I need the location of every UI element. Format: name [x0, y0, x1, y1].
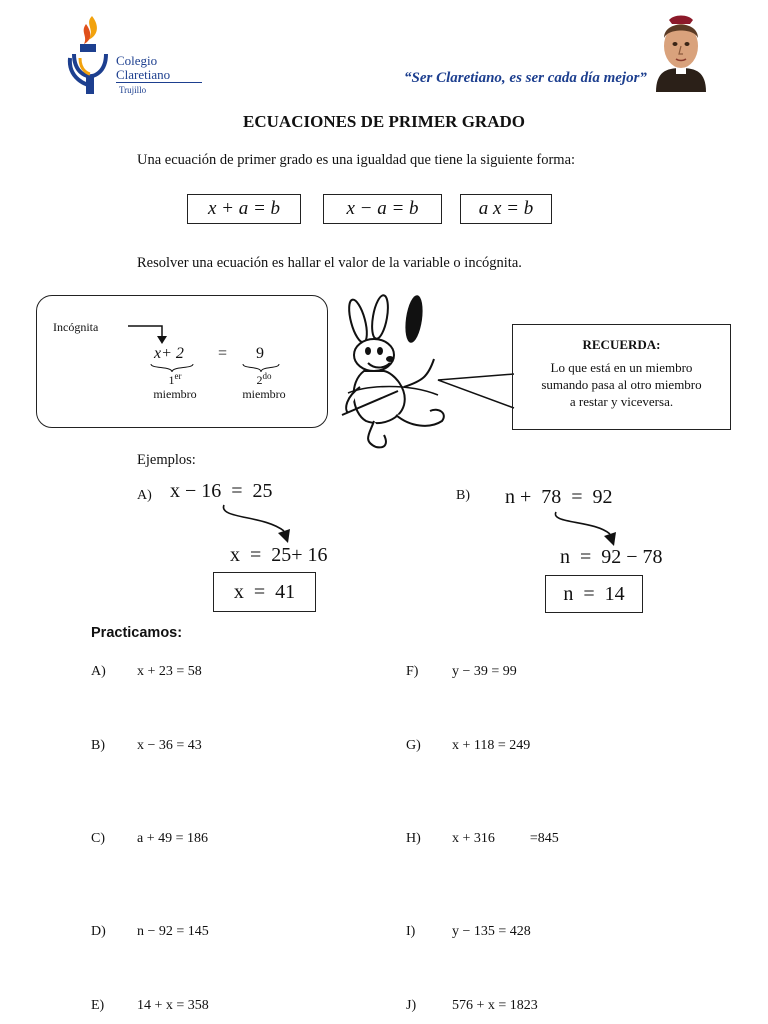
practice-g-equation: x + 118 = 249 [452, 738, 531, 753]
practice-b-label: B) [91, 738, 105, 753]
unknown-label: Incógnita [53, 320, 99, 334]
reminder-title: RECUERDA: [582, 337, 661, 352]
school-motto: “Ser Claretiano, es ser cada día mejor” [404, 70, 647, 86]
saint-portrait [652, 12, 710, 92]
logo-underline [116, 82, 202, 83]
practice-f-label: F) [406, 664, 419, 679]
practice-h-equation: x + 316 =845 [452, 831, 559, 846]
form-box-3: a x = b [460, 194, 552, 224]
second-member-word: miembro [242, 387, 286, 401]
example-a-equation: x − 16 = 25 [170, 480, 273, 502]
practice-a-equation: x + 23 = 58 [137, 664, 202, 679]
example-b-arrow [550, 510, 626, 550]
example-b-step: n = 92 − 78 [560, 546, 663, 568]
unknown-arrow [126, 322, 172, 346]
practice-f-equation: y − 39 = 99 [452, 664, 517, 679]
example-b-label: B) [456, 488, 470, 503]
school-logo [66, 14, 206, 96]
first-member-sup: er [174, 371, 182, 381]
practice-i-equation: y − 135 = 428 [452, 924, 531, 939]
intro-text: Una ecuación de primer grado es una igualdad que tiene la siguiente forma: [137, 152, 576, 168]
practice-g-label: G) [406, 738, 421, 753]
torch-icon [66, 14, 110, 96]
practice-a-label: A) [91, 664, 106, 679]
practice-d-label: D) [91, 924, 106, 939]
practice-d-equation: n − 92 = 145 [137, 924, 209, 939]
right-expression: 9 [256, 345, 264, 362]
first-member-ordinal: 1 [168, 373, 175, 387]
school-name-line3: Trujillo [119, 85, 147, 95]
example-a-answer-box [213, 572, 316, 612]
practice-c-equation: a + 49 = 186 [137, 831, 209, 846]
second-member-label [234, 369, 294, 401]
school-name-line2: Claretiano [116, 67, 171, 82]
equals-sign: = [218, 345, 228, 362]
example-a-step: x = 25+ 16 [230, 544, 328, 566]
example-b-answer: n = 14 [563, 582, 625, 605]
form-box-2: x − a = b [323, 194, 442, 224]
page-title: ECUACIONES DE PRIMER GRADO [243, 112, 525, 131]
practice-j-equation: 576 + x = 1823 [452, 998, 538, 1013]
solve-text: Resolver una ecuación es hallar el valor de la variable o incógnita. [137, 255, 522, 271]
practice-title: Practicamos: [91, 625, 183, 641]
example-a-label: A) [137, 488, 152, 503]
practice-e-label: E) [91, 998, 105, 1013]
left-expression: x+ 2 [154, 345, 184, 362]
school-name-line1: Colegio [116, 53, 158, 68]
example-b-answer-box [545, 575, 643, 613]
first-member-label [145, 369, 205, 401]
practice-i-label: I) [406, 924, 416, 939]
example-a-arrow [218, 503, 298, 547]
reminder-line-2: sumando pasa al otro miembro [541, 377, 702, 392]
form-box-1: x + a = b [187, 194, 301, 224]
first-member-word: miembro [153, 387, 197, 401]
reminder-box [512, 324, 731, 430]
example-b-equation: n + 78 = 92 [505, 486, 613, 508]
practice-e-equation: 14 + x = 358 [137, 998, 209, 1013]
practice-c-label: C) [91, 831, 105, 846]
second-member-ordinal: 2 [256, 373, 263, 387]
practice-h-label: H) [406, 831, 421, 846]
examples-label: Ejemplos: [137, 452, 196, 468]
callout-pointer [436, 370, 516, 412]
practice-j-label: J) [406, 998, 417, 1013]
example-a-answer: x = 41 [233, 580, 296, 603]
reminder-line-1: Lo que está en un miembro [550, 360, 693, 375]
reminder-line-3: a restar y viceversa. [569, 394, 674, 409]
practice-b-equation: x − 36 = 43 [137, 738, 202, 753]
second-member-sup: do [262, 371, 272, 381]
